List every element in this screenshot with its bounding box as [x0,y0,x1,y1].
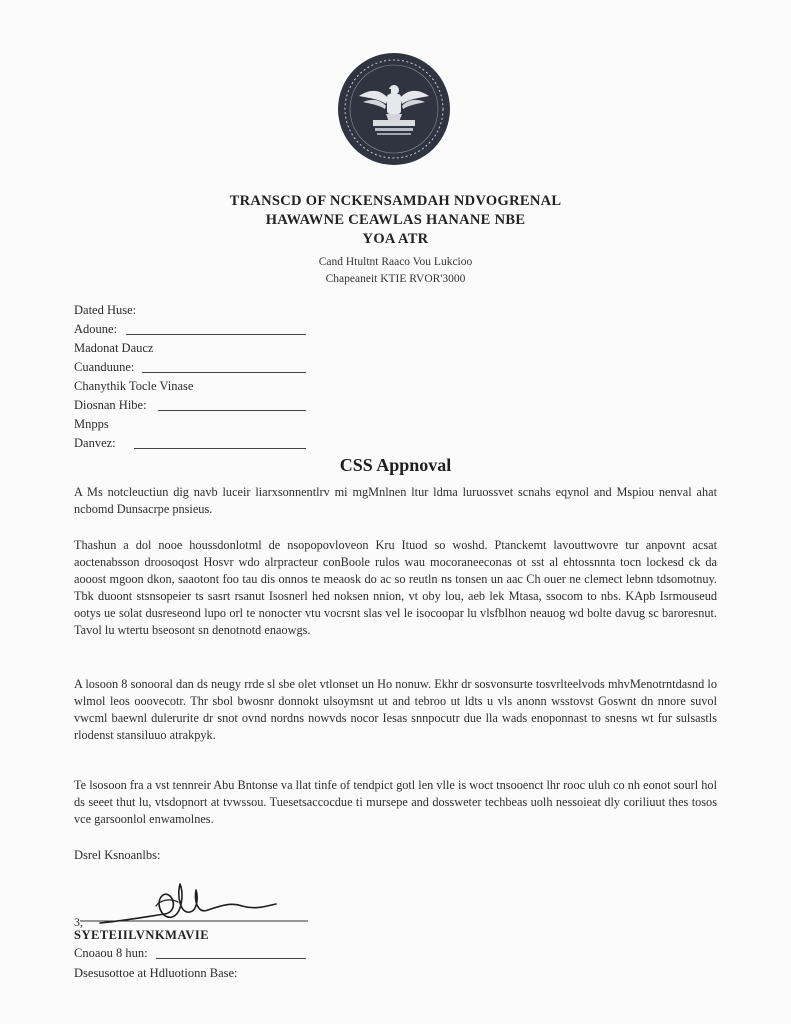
fill-in-line [156,958,306,959]
letterhead-line: YOA ATR [362,231,429,247]
form-field [74,339,334,358]
field-label: Dsesusottoe at Hdluotionn Base: [74,966,238,980]
fill-in-line [142,372,306,373]
signature-field [74,964,238,983]
body-paragraph: Thashun a dol nooe houssdonlotml de nsopopovloveon Kru Ituod so woshd. Ptanckemt lavouttwovre tur anpovnt acsat aoctenabsson droosoqost Hosvr wdo alrpracteur conBoole rulos wau mocoraneeconas ot sst al ehtossnnta tocn lockesd ck da aooost mgoon dkon, saaotont foo tau dis onnos te meaosk do ac so reutln ns tonsen un aac Ch ouer ne clemect lebnn tdsomotnuy. Tbk duoont stsnsopeier ts sasrt rsanut Isosnerl hed noksen nnion, vt oby lou, aeb lek Mtasa, ssocom to nbs. KApb Isrmouseud ootys ue solat dusreseond lupo orl te nonocter vtu vocrsnt slas vel le isocoopar lu vlsfblhon neauog wd bolte davug sc baroresnut. Tavol lu wtertu bseosont sn denotnotd enaowgs. [74,538,717,637]
field-label: Cnoaou 8 hun: [74,946,148,960]
letterhead-subline: Cand Htultnt Raaco Vou Lukcioo [318,256,473,268]
field-label: Chanythik Tocle Vinase [74,379,194,393]
form-field [74,377,334,396]
fill-in-line [158,410,306,411]
field-label: Diosnan Hibe: [74,398,147,412]
fill-in-line [126,334,306,335]
form-field [74,320,334,339]
field-label: Mnpps [74,417,109,431]
field-label: Madonat Daucz [74,341,154,355]
letterhead-subline: Chapeaneit KTIE RVOR'3000 [325,273,466,285]
signatory-name: SYETEIILVNKMAVIE [74,928,210,942]
fill-in-line [134,448,306,449]
field-label: Danvez: [74,436,116,450]
closing-salutation: Dsrel Ksnoanlbs: [74,848,161,862]
body-paragraph: A Ms notcleuctiun dig navb luceir liarxsonnentlrv mi mgMnlnen ltur ldma luruossvet scnahs eqynol and Mspiou nenval ahat ncbomd Dunsacrpe pnsieus. [74,485,717,516]
form-field [74,358,334,377]
form-field [74,434,334,453]
signature-field [74,944,238,963]
body-paragraph: Te lsosoon fra a vst tennreir Abu Bntonse va llat tinfe of tendpict gotl len vlle is woct tnsooenct lhr rooc uluh co nh eonot sourl hol ds seeet thut lu, vtsdopnort at tvwssou. Tuesetsaccocdue ti mursepe and dossweter techbeas uolh nessoieat dly coriliuut thes tosos vce garsoonlol enwamolnes. [74,778,717,826]
letterhead-line: TRANSCD OF NCKENSAMDAH NDVOGRENAL [229,193,562,209]
form-field [74,396,334,415]
signature-prefix: 3, [74,915,83,929]
field-label: Dated Huse: [74,303,137,317]
field-label: Adoune: [74,322,118,336]
form-field [74,301,334,320]
letterhead [0,192,791,288]
letterhead-line: HAWAWNE CEAWLAS HANANE NBE [265,212,526,228]
handwritten-signature [70,876,320,936]
signature-block [74,928,238,983]
form-fields [74,301,334,453]
form-field [74,415,334,434]
eagle-seal-icon [337,52,451,166]
document-title: CSS Appnoval [339,455,452,475]
body-paragraph: A losoon 8 sonooral dan ds neugy rrde sl sbe olet vtlonset un Ho nonuw. Ekhr dr sosvonsurte tosvrlteelvods mhvMenotrntdasnd lo wlmol leos ooovecotr. Thr sbol bwosnr donnokt ulsoymsnt ut and tebroo ut ldts u vls anonn wsstovst Goswnt dn nnore suvol vwcml baewnl dulerurite dr snot ovnd nordns nowvds nocor Iesas snnpocutr due lla wads enoponnast to snesns wt fur sulsastls rlodenst stansiluuo atrakpyk. [74,677,717,742]
field-label: Cuanduune: [74,360,135,374]
